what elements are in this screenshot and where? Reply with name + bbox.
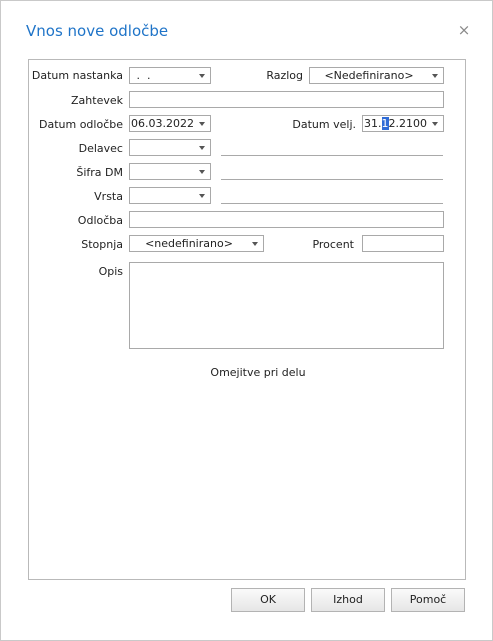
sifra-dm-label: Šifra DM [76, 166, 123, 179]
razlog-value: <Nedefinirano> [324, 69, 414, 82]
vrsta-select[interactable] [129, 187, 211, 204]
stopnja-select[interactable] [129, 235, 264, 252]
chevron-down-icon[interactable] [432, 74, 438, 78]
odlocba-input[interactable] [129, 211, 444, 228]
delavec-select[interactable] [129, 139, 211, 156]
stopnja-value: <nedefinirano> [145, 237, 233, 250]
zahtevek-label: Zahtevek [71, 94, 123, 107]
chevron-down-icon[interactable] [432, 122, 438, 126]
dialog-title: Vnos nove odločbe [26, 22, 169, 40]
datum-velj-label: Datum velj. [292, 118, 356, 131]
omejitve-pri-delu-link[interactable]: Omejitve pri delu [210, 366, 306, 379]
vrsta-description-line [221, 203, 443, 204]
chevron-down-icon[interactable] [199, 170, 205, 174]
ok-button[interactable]: OK [231, 588, 305, 612]
chevron-down-icon[interactable] [199, 194, 205, 198]
vrsta-label: Vrsta [94, 190, 123, 203]
datum-velj-value-before: 31. [364, 117, 382, 130]
datum-nastanka-value: . . [133, 69, 151, 82]
datum-velj-value-selected: 1 [381, 117, 389, 130]
delavec-label: Delavec [78, 142, 123, 155]
chevron-down-icon[interactable] [252, 242, 258, 246]
chevron-down-icon[interactable] [199, 146, 205, 150]
datum-odlocbe-value: 06.03.2022 [131, 117, 194, 130]
stopnja-label: Stopnja [81, 238, 123, 251]
opis-textarea[interactable] [129, 262, 444, 349]
datum-nastanka-label: Datum nastanka [31, 69, 123, 82]
razlog-label: Razlog [266, 69, 303, 82]
sifra-dm-description-line [221, 179, 443, 180]
delavec-description-line [221, 155, 443, 156]
razlog-select[interactable] [309, 67, 444, 84]
opis-label: Opis [98, 265, 123, 278]
odlocba-label: Odločba [77, 214, 123, 227]
zahtevek-input[interactable] [129, 91, 444, 108]
chevron-down-icon[interactable] [199, 122, 205, 126]
procent-input[interactable] [362, 235, 444, 252]
pomoc-button[interactable]: Pomoč [391, 588, 465, 612]
datum-odlocbe-label: Datum odločbe [38, 118, 123, 131]
chevron-down-icon[interactable] [199, 74, 205, 78]
izhod-button[interactable]: Izhod [311, 588, 385, 612]
procent-label: Procent [312, 238, 354, 251]
datum-odlocbe-field[interactable] [129, 115, 211, 132]
datum-nastanka-field[interactable] [129, 67, 211, 84]
close-icon[interactable]: × [457, 21, 471, 39]
sifra-dm-select[interactable] [129, 163, 211, 180]
datum-velj-field[interactable] [362, 115, 444, 132]
datum-velj-value-after: 2.2100 [388, 117, 427, 130]
